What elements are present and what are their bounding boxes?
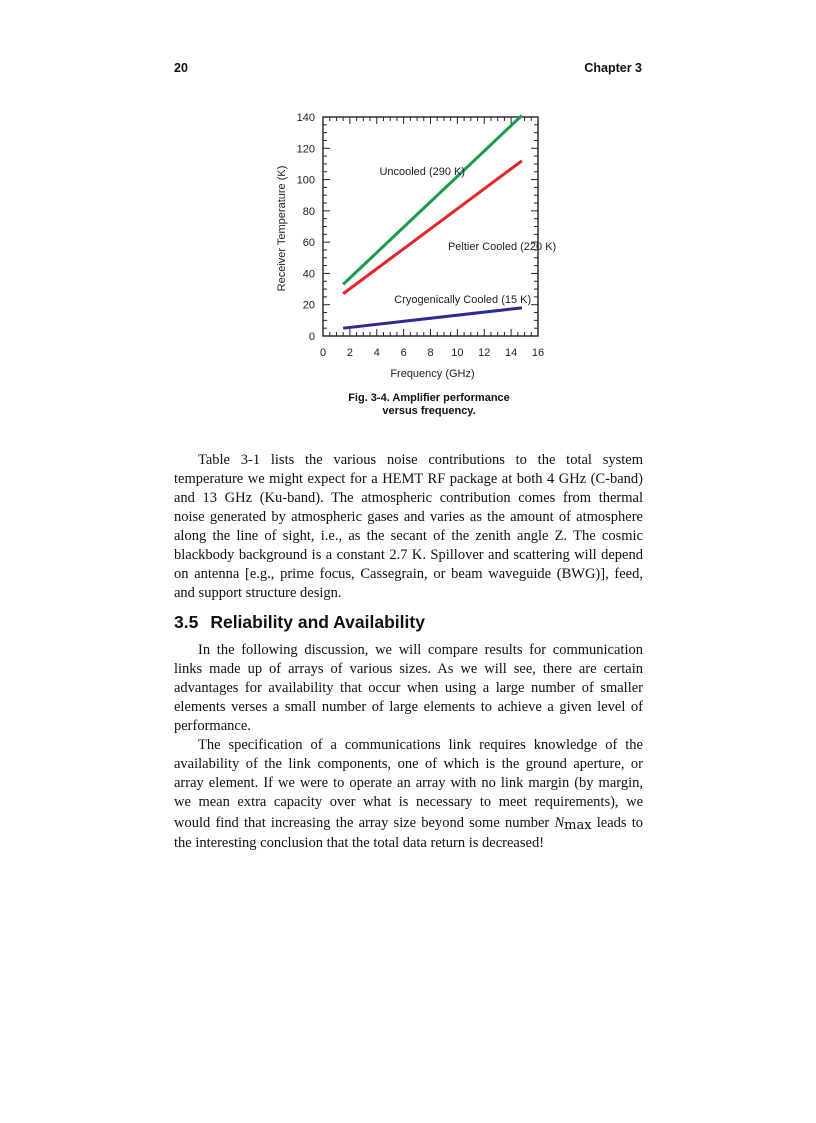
- x-tick-label: 16: [531, 347, 545, 359]
- series-annotation: Uncooled (290 K): [379, 165, 466, 178]
- text-line: availability of the link components, one of which is the ground aperture, or: [174, 756, 643, 772]
- text-line: Table 3-1 lists the various noise contributions to the total system: [198, 452, 643, 468]
- chapter-label: Chapter 3: [584, 61, 642, 75]
- x-tick-label: 12: [478, 347, 491, 359]
- y-tick-label: 40: [302, 268, 315, 281]
- section-title: Reliability and Availability: [210, 612, 425, 632]
- text-line: and 13 GHz (Ku-band). The atmospheric contribution comes from thermal: [174, 490, 643, 506]
- y-tick-label: 140: [296, 112, 315, 124]
- text-line: links made up of arrays of various sizes. As we will see, there are certain: [174, 661, 643, 677]
- text-line: array element. If we were to operate an array with no link margin (by margin,: [174, 775, 643, 791]
- x-tick-label: 8: [427, 347, 434, 359]
- x-tick-label: 2: [346, 347, 353, 359]
- series-line-uncooled: [343, 115, 522, 284]
- text-line: performance.: [174, 718, 251, 734]
- series-line-peltier: [343, 161, 522, 294]
- chart-text-group: [276, 112, 556, 380]
- text-line: noise generated by atmospheric gases and varies as the amount of atmosphere: [174, 509, 643, 525]
- text-line: elements verses a small number of large elements to achieve a given level of: [174, 699, 643, 715]
- text-line-nmax: [174, 812, 643, 834]
- caption-line-2: versus frequency.: [382, 405, 476, 417]
- text-line: In the following discussion, we will compare results for communication: [198, 642, 643, 658]
- text-fragment: leads to: [591, 815, 643, 831]
- text-line: temperature we might expect for a HEMT RF package at both 4 GHz (C-band): [174, 471, 643, 487]
- paragraph-link-specification: [174, 736, 643, 853]
- figure-caption: [174, 392, 684, 418]
- amplifier-performance-chart: [0, 0, 816, 390]
- y-tick-label: 80: [302, 205, 315, 218]
- x-tick-label: 14: [505, 347, 518, 359]
- y-tick-label: 0: [308, 331, 315, 343]
- page-number: 20: [174, 61, 188, 75]
- x-tick-label: 10: [451, 347, 464, 359]
- series-annotation: Peltier Cooled (220 K): [447, 240, 557, 253]
- y-axis-title: Receiver Temperature (K): [276, 165, 288, 292]
- text-line: the interesting conclusion that the total data return is decreased!: [174, 835, 545, 851]
- text-line: on antenna [e.g., prime focus, Cassegrain, or beam waveguide (BWG)], feed,: [174, 566, 643, 582]
- text-line: we mean extra capacity over what is necessary to meet requirements), we: [174, 794, 643, 810]
- y-tick-label: 60: [302, 237, 315, 250]
- max-subscript: max: [564, 818, 592, 833]
- caption-line-1: Fig. 3-4. Amplifier performance: [348, 392, 510, 404]
- x-tick-label: 6: [400, 347, 407, 359]
- x-axis-title: Frequency (GHz): [390, 368, 475, 380]
- paragraph-array-discussion: [174, 641, 643, 736]
- series-line-cryogenically: [343, 308, 522, 328]
- text-line: blackbody background is a constant 2.7 K. Spillover and scattering will depend: [174, 547, 643, 563]
- y-tick-label: 120: [296, 143, 315, 156]
- text-line: along the line of sight, i.e., as the secant of the zenith angle Z. The cosmic: [174, 528, 643, 544]
- section-number: 3.5: [174, 612, 199, 632]
- n-max-symbol: [554, 815, 591, 831]
- n-letter: N: [554, 815, 565, 831]
- text-fragment: would find that increasing the array size beyond some number: [174, 815, 555, 831]
- series-annotation: Cryogenically Cooled (15 K): [394, 294, 532, 307]
- section-heading: [174, 612, 425, 633]
- x-tick-label: 4: [373, 347, 380, 359]
- x-tick-label: 0: [319, 347, 327, 359]
- y-tick-label: 100: [296, 174, 315, 187]
- y-tick-label: 20: [302, 299, 315, 312]
- paragraph-noise-contributions: [174, 451, 643, 603]
- text-line: advantages for availability that occur when using a large number of smaller: [174, 680, 643, 696]
- text-line: and support structure design.: [174, 585, 342, 601]
- text-line: The specification of a communications link requires knowledge of the: [198, 737, 643, 753]
